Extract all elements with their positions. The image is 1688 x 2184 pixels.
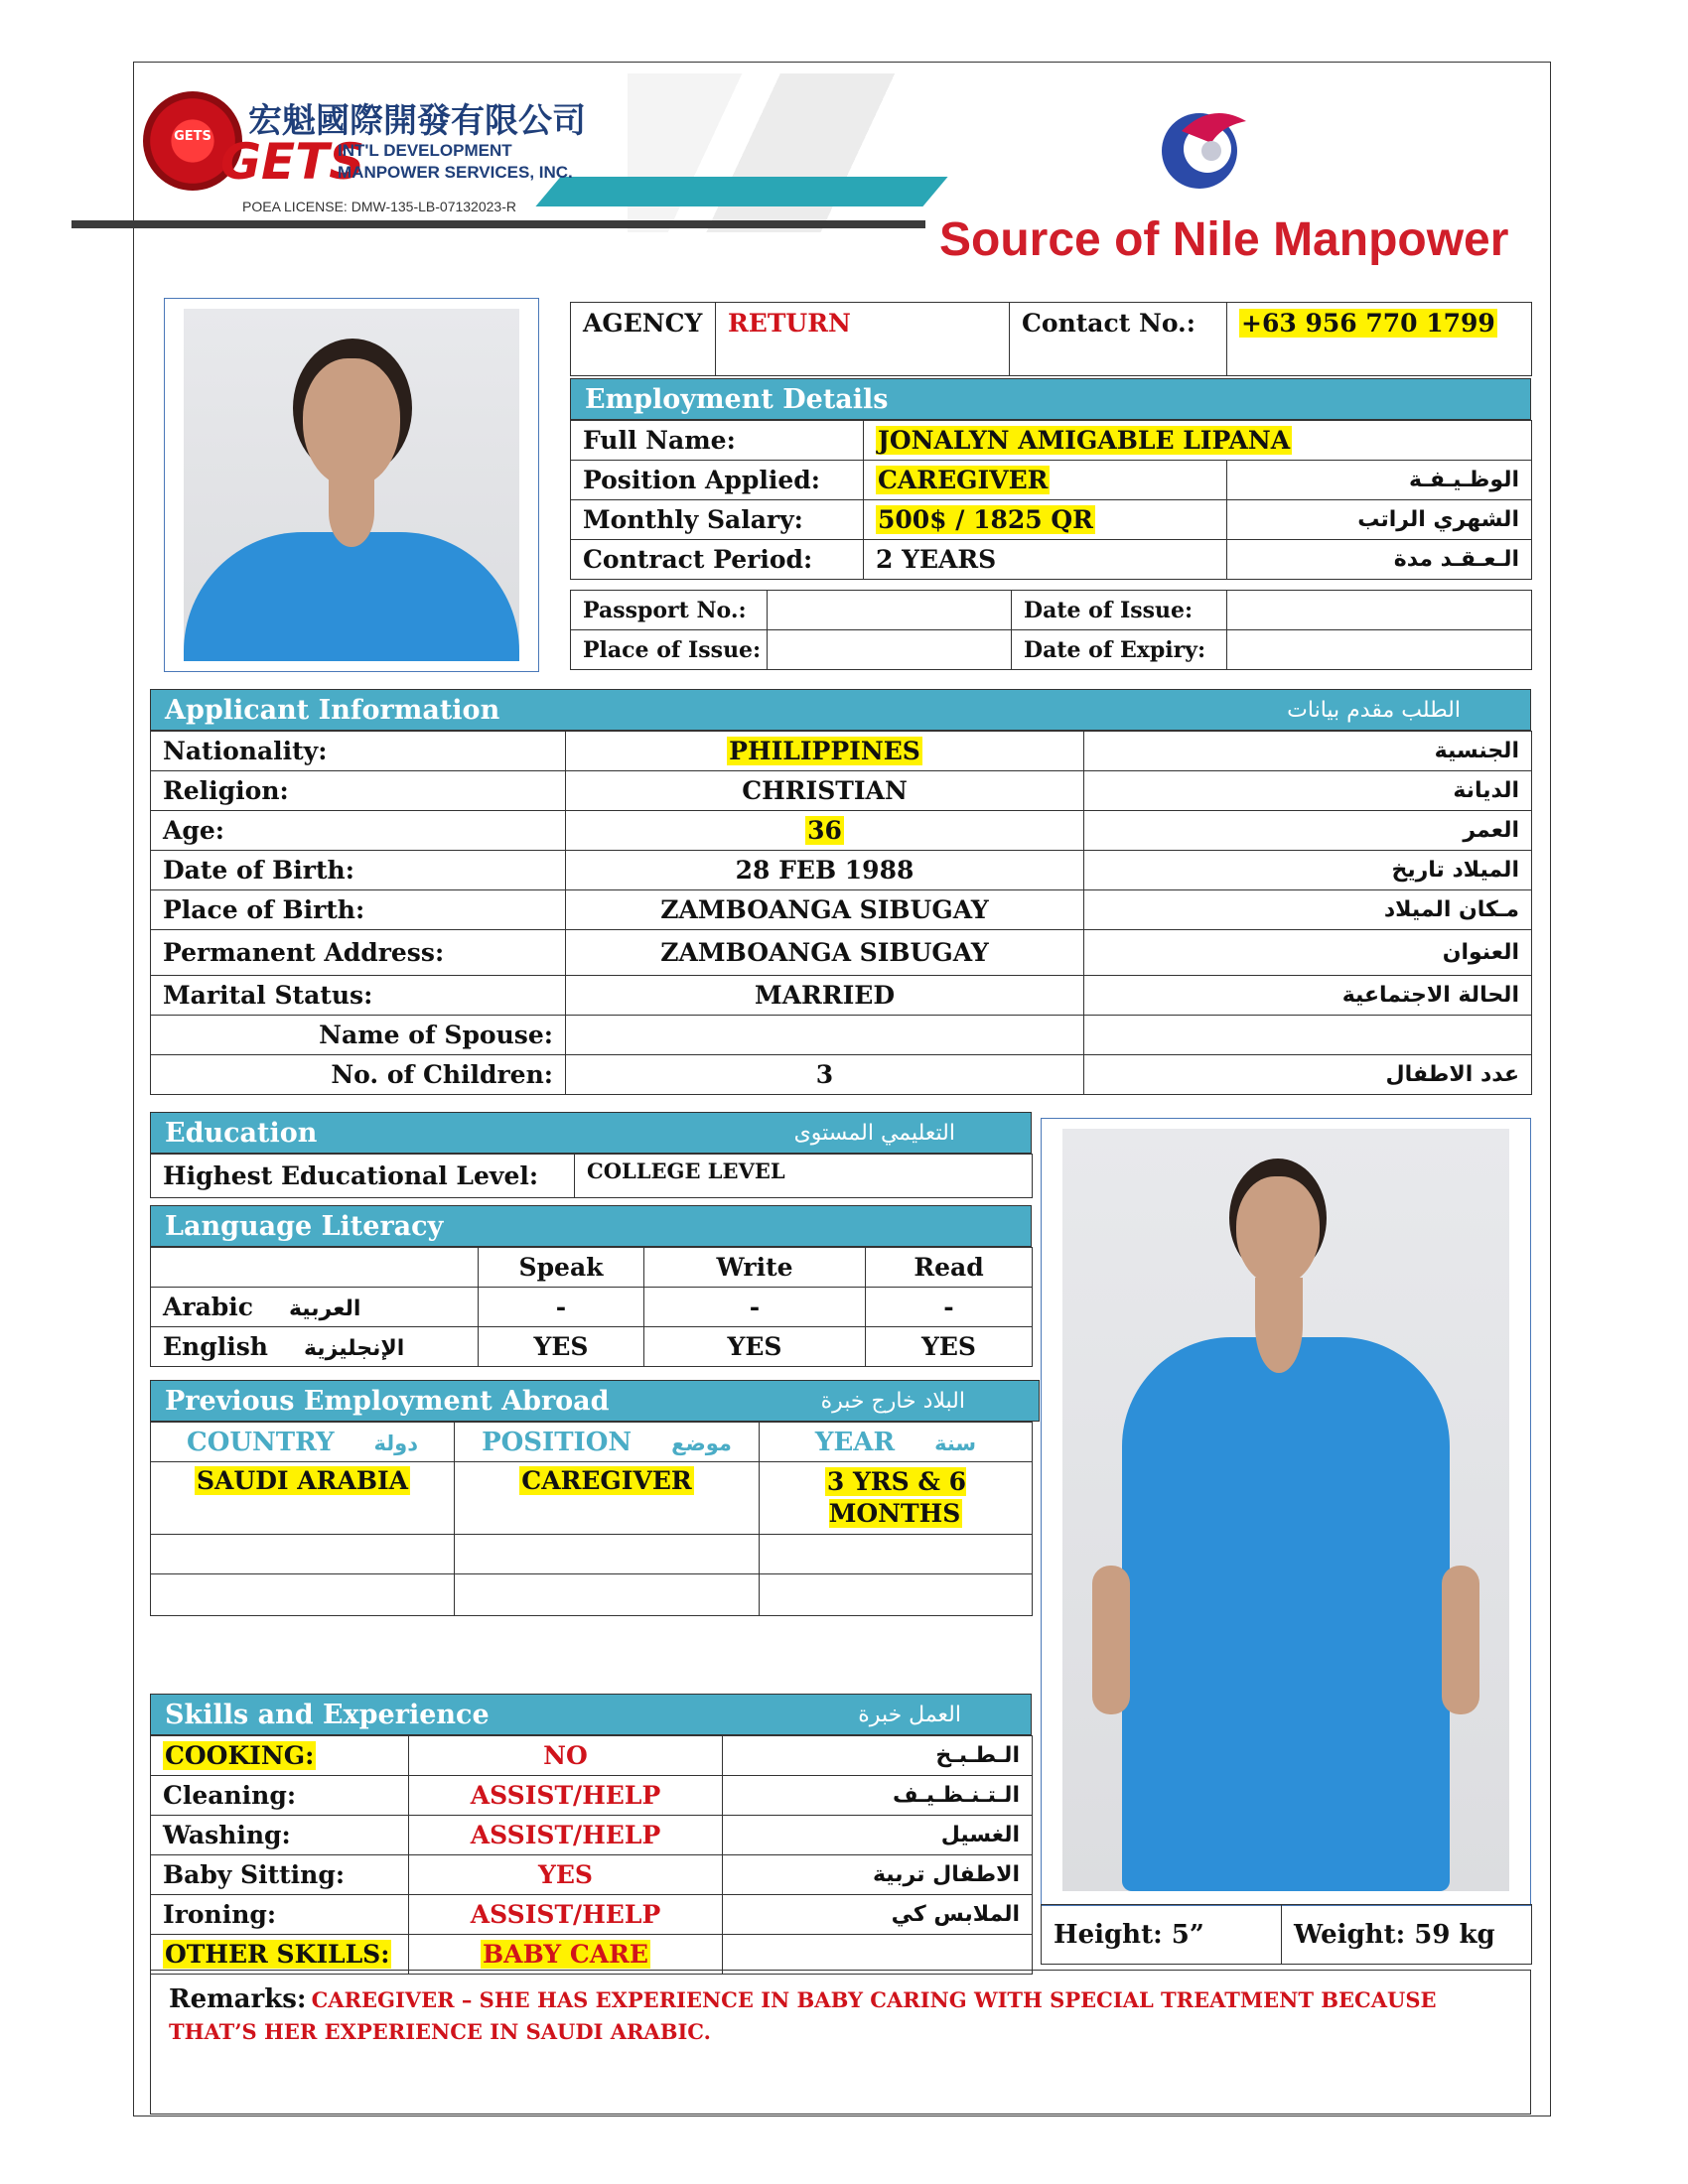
badge-text: GETS bbox=[174, 129, 211, 144]
logo-line2: MANPOWER SERVICES, INC. bbox=[338, 163, 573, 182]
contract-label: Contract Period: bbox=[571, 540, 864, 580]
col-year-label: YEAR bbox=[814, 1427, 896, 1457]
prev-year-2 bbox=[760, 1535, 1033, 1574]
place-issue-label: Place of Issue: bbox=[571, 630, 768, 670]
employment-bar bbox=[570, 378, 1531, 420]
language-corner bbox=[151, 1248, 479, 1288]
cleaning-ar: الـتـنـظـيـف bbox=[723, 1776, 1033, 1816]
col-position-ar: موضع bbox=[671, 1431, 732, 1455]
education-title-ar: التعليمي المستوى bbox=[793, 1120, 955, 1146]
religion-value: CHRISTIAN bbox=[566, 771, 1084, 811]
prev-position-value: CAREGIVER bbox=[521, 1466, 692, 1495]
salary-value: 500$ / 1825 QR bbox=[878, 505, 1093, 534]
logo-chinese-name: 宏魁國際開發有限公司 bbox=[248, 101, 586, 141]
passport-no-value bbox=[768, 591, 1012, 630]
height-cell bbox=[1042, 1905, 1282, 1965]
age-ar: العمر bbox=[1084, 811, 1532, 851]
employment-table bbox=[570, 420, 1532, 580]
logo-license: POEA LICENSE: DMW-135-LB-07132023-R bbox=[242, 199, 516, 214]
address-value: ZAMBOANGA SIBUGAY bbox=[566, 930, 1084, 976]
skills-table bbox=[150, 1735, 1033, 1975]
prev-country-3 bbox=[151, 1574, 455, 1616]
washing-label: Washing: bbox=[151, 1816, 409, 1855]
employment-title: Employment Details bbox=[585, 383, 889, 415]
agency-table bbox=[570, 302, 1532, 376]
arabic-write: - bbox=[644, 1288, 866, 1327]
cleaning-value: ASSIST/HELP bbox=[409, 1776, 723, 1816]
skills-title: Skills and Experience bbox=[165, 1699, 490, 1730]
other-skills-value: BABY CARE bbox=[483, 1940, 648, 1969]
passport-no-label: Passport No.: bbox=[571, 591, 768, 630]
col-country-ar: دولة bbox=[373, 1431, 418, 1455]
agency-logo bbox=[71, 73, 866, 242]
position-cell bbox=[864, 461, 1227, 500]
other-skills-cell-value bbox=[409, 1935, 723, 1975]
english-write: YES bbox=[644, 1327, 866, 1367]
passport-table bbox=[570, 590, 1532, 670]
expiry-value bbox=[1227, 630, 1532, 670]
applicant-bar bbox=[150, 689, 1531, 731]
full-name-label: Full Name: bbox=[571, 421, 864, 461]
logo-teal-band bbox=[535, 177, 947, 206]
contract-ar: الـعـقـد مدة bbox=[1227, 540, 1532, 580]
education-table bbox=[150, 1154, 1033, 1198]
remarks-content bbox=[169, 1984, 1512, 2049]
washing-value: ASSIST/HELP bbox=[409, 1816, 723, 1855]
language-bar bbox=[150, 1205, 1032, 1247]
issue-date-label: Date of Issue: bbox=[1012, 591, 1227, 630]
position-ar: الوظـيـفـة bbox=[1227, 461, 1532, 500]
arabic-label: Arabic bbox=[163, 1293, 253, 1321]
language-title: Language Literacy bbox=[165, 1210, 444, 1242]
weight-cell bbox=[1282, 1905, 1532, 1965]
ironing-label: Ironing: bbox=[151, 1895, 409, 1935]
contact-value: +63 956 770 1799 bbox=[1241, 309, 1495, 338]
place-issue-value bbox=[768, 630, 1012, 670]
arabic-cell bbox=[151, 1288, 479, 1327]
arabic-read: - bbox=[866, 1288, 1033, 1327]
english-ar: الإنجليزية bbox=[303, 1336, 405, 1361]
salary-cell bbox=[864, 500, 1227, 540]
applicant-title-ar: الطلب مقدم بيانات bbox=[1287, 697, 1461, 723]
prev-position-2 bbox=[455, 1535, 760, 1574]
cooking-value: NO bbox=[409, 1736, 723, 1776]
education-title: Education bbox=[165, 1117, 318, 1149]
education-level-label: Highest Educational Level: bbox=[151, 1155, 575, 1198]
prev-position-3 bbox=[455, 1574, 760, 1616]
english-cell bbox=[151, 1327, 479, 1367]
remarks-label: Remarks: bbox=[169, 1984, 307, 2014]
physical-table bbox=[1041, 1904, 1532, 1965]
religion-ar: الديانة bbox=[1084, 771, 1532, 811]
portrait-photo-frame bbox=[164, 298, 539, 672]
agency-label: AGENCY bbox=[571, 303, 716, 376]
religion-label: Religion: bbox=[151, 771, 566, 811]
previous-title: Previous Employment Abroad bbox=[165, 1385, 610, 1417]
pob-ar: مـكان الميلاد bbox=[1084, 890, 1532, 930]
partner-logo bbox=[923, 91, 1509, 270]
col-country bbox=[151, 1423, 455, 1462]
previous-bar bbox=[150, 1380, 1040, 1422]
nationality-cell bbox=[566, 732, 1084, 771]
other-skills-label: OTHER SKILLS: bbox=[165, 1940, 390, 1969]
contact-cell bbox=[1227, 303, 1532, 376]
marital-label: Marital Status: bbox=[151, 976, 566, 1016]
skills-bar bbox=[150, 1694, 1032, 1735]
expiry-label: Date of Expiry: bbox=[1012, 630, 1227, 670]
dob-ar: الميلاد تاريخ bbox=[1084, 851, 1532, 890]
education-bar bbox=[150, 1112, 1032, 1154]
spouse-ar bbox=[1084, 1016, 1532, 1055]
nationality-label: Nationality: bbox=[151, 732, 566, 771]
marital-ar: الحالة الاجتماعية bbox=[1084, 976, 1532, 1016]
cooking-ar: الـطـبـخ bbox=[723, 1736, 1033, 1776]
logo-brand: GETS bbox=[220, 133, 365, 191]
ironing-ar: الملابس كي bbox=[723, 1895, 1033, 1935]
english-speak: YES bbox=[479, 1327, 644, 1367]
salary-label: Monthly Salary: bbox=[571, 500, 864, 540]
fullbody-photo bbox=[1062, 1129, 1509, 1891]
prev-country-cell bbox=[151, 1462, 455, 1535]
logo-stripes bbox=[628, 73, 935, 232]
height-value: 5” bbox=[1171, 1919, 1204, 1950]
col-position-label: POSITION bbox=[482, 1427, 633, 1457]
height-label: Height: bbox=[1054, 1919, 1163, 1950]
prev-year-value: 3 YRS & 6 MONTHS bbox=[826, 1467, 967, 1528]
babysitting-ar: الاطفال تربية bbox=[723, 1855, 1033, 1895]
children-value: 3 bbox=[566, 1055, 1084, 1095]
applicant-table bbox=[150, 731, 1532, 1095]
cooking-label: COOKING: bbox=[165, 1741, 315, 1770]
logo-line1: INT'L DEVELOPMENT bbox=[338, 141, 512, 160]
contract-value: 2 YEARS bbox=[864, 540, 1227, 580]
agency-value: RETURN bbox=[716, 303, 1010, 376]
spouse-value bbox=[566, 1016, 1084, 1055]
applicant-title: Applicant Information bbox=[165, 694, 500, 726]
header-read: Read bbox=[866, 1248, 1033, 1288]
babysitting-label: Baby Sitting: bbox=[151, 1855, 409, 1895]
pob-label: Place of Birth: bbox=[151, 890, 566, 930]
prev-year-cell bbox=[760, 1462, 1033, 1535]
col-country-label: COUNTRY bbox=[187, 1427, 335, 1457]
english-read: YES bbox=[866, 1327, 1033, 1367]
age-label: Age: bbox=[151, 811, 566, 851]
cleaning-label: Cleaning: bbox=[151, 1776, 409, 1816]
prev-country-2 bbox=[151, 1535, 455, 1574]
nationality-ar: الجنسية bbox=[1084, 732, 1532, 771]
header-write: Write bbox=[644, 1248, 866, 1288]
other-skills-ar bbox=[723, 1935, 1033, 1975]
other-skills-cell bbox=[151, 1935, 409, 1975]
position-label: Position Applied: bbox=[571, 461, 864, 500]
pob-value: ZAMBOANGA SIBUGAY bbox=[566, 890, 1084, 930]
washing-ar: الغسيل bbox=[723, 1816, 1033, 1855]
language-table bbox=[150, 1247, 1033, 1367]
education-level-value: COLLEGE LEVEL bbox=[575, 1155, 1033, 1198]
col-year-ar: سنة bbox=[934, 1431, 977, 1455]
english-label: English bbox=[163, 1332, 268, 1361]
previous-title-ar: البلاد خارج خبرة bbox=[820, 1388, 965, 1414]
contact-label: Contact No.: bbox=[1010, 303, 1227, 376]
dob-label: Date of Birth: bbox=[151, 851, 566, 890]
age-value: 36 bbox=[807, 816, 842, 845]
prev-country-value: SAUDI ARABIA bbox=[196, 1466, 409, 1495]
weight-value: 59 kg bbox=[1414, 1919, 1495, 1950]
spouse-label: Name of Spouse: bbox=[151, 1016, 566, 1055]
weight-label: Weight: bbox=[1294, 1919, 1406, 1950]
address-ar: العنوان bbox=[1084, 930, 1532, 976]
prev-year-3 bbox=[760, 1574, 1033, 1616]
logo-dark-line bbox=[71, 220, 925, 228]
babysitting-value: YES bbox=[409, 1855, 723, 1895]
remarks-box bbox=[150, 1970, 1531, 2115]
full-name-cell bbox=[864, 421, 1532, 461]
nationality-value: PHILIPPINES bbox=[729, 737, 920, 765]
children-ar: عدد الاطفال bbox=[1084, 1055, 1532, 1095]
cooking-cell bbox=[151, 1736, 409, 1776]
prev-position-cell bbox=[455, 1462, 760, 1535]
marital-value: MARRIED bbox=[566, 976, 1084, 1016]
col-position bbox=[455, 1423, 760, 1462]
address-label: Permanent Address: bbox=[151, 930, 566, 976]
dob-value: 28 FEB 1988 bbox=[566, 851, 1084, 890]
arabic-speak: - bbox=[479, 1288, 644, 1327]
children-label: No. of Children: bbox=[151, 1055, 566, 1095]
full-name-value: JONALYN AMIGABLE LIPANA bbox=[878, 426, 1291, 455]
fullbody-photo-frame bbox=[1041, 1118, 1531, 1906]
position-value: CAREGIVER bbox=[878, 466, 1049, 494]
col-year bbox=[760, 1423, 1033, 1462]
issue-date-value bbox=[1227, 591, 1532, 630]
arabic-ar: العربية bbox=[288, 1297, 361, 1321]
partner-swirl-icon bbox=[1152, 91, 1261, 201]
age-cell bbox=[566, 811, 1084, 851]
remarks-text: CAREGIVER – SHE HAS EXPERIENCE IN BABY CARING WITH SPECIAL TREATMENT BECAUSE THAT’S HER EXPERIENCE IN SAUDI ARABIC. bbox=[169, 1987, 1437, 2044]
header-speak: Speak bbox=[479, 1248, 644, 1288]
skills-title-ar: العمل خبرة bbox=[858, 1702, 961, 1727]
portrait-photo bbox=[184, 309, 519, 661]
salary-ar: الشهري الراتب bbox=[1227, 500, 1532, 540]
previous-table bbox=[150, 1422, 1033, 1616]
partner-name: Source of Nile Manpower bbox=[939, 213, 1509, 266]
ironing-value: ASSIST/HELP bbox=[409, 1895, 723, 1935]
